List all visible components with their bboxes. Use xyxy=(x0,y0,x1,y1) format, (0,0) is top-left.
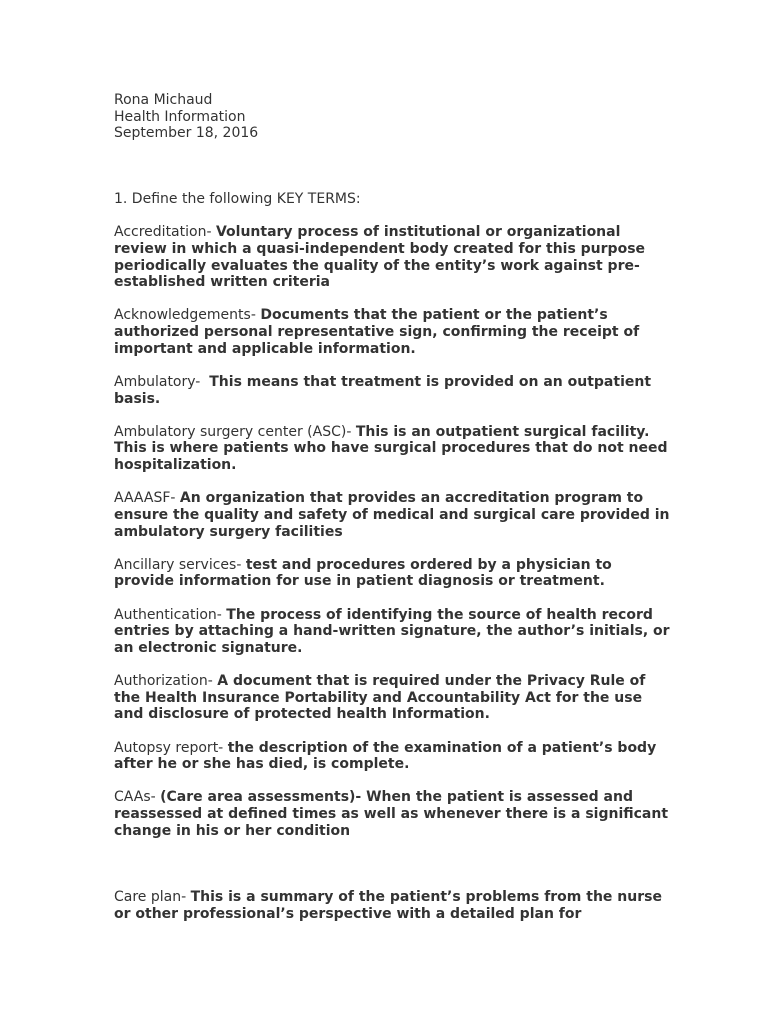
term-label: Care plan- xyxy=(114,889,191,906)
term-label: Autopsy report- xyxy=(114,739,228,756)
term-authentication xyxy=(114,607,674,657)
term-autopsy-report xyxy=(114,740,674,773)
term-label: Authorization- xyxy=(114,673,218,689)
term-definition: This is an outpatient surgical facility. This is where patients who have surgical procedures that do not need hospitalization. xyxy=(114,423,668,474)
term-ambulatory-surgery-center xyxy=(114,424,674,474)
term-label: CAAs- xyxy=(114,789,161,806)
term-definition: (Care area assessments)- When the patient is assessed and reassessed at defined times as well as whenever there is a significant change in his or her condition xyxy=(114,789,669,839)
document-header xyxy=(114,92,674,142)
term-care-plan xyxy=(114,889,674,922)
document-page xyxy=(114,92,674,923)
term-ambulatory xyxy=(114,374,674,407)
term-label: Ambulatory surgery center (ASC)- xyxy=(114,423,356,440)
term-definition: This means that treatment is provided on an outpatient basis. xyxy=(114,373,652,407)
term-label: Accreditation- xyxy=(114,224,216,241)
term-label: Ambulatory- xyxy=(114,373,210,390)
term-definition: test and procedures ordered by a physician to provide information for use in patient diagnosis or treatment. xyxy=(114,556,612,590)
term-accreditation xyxy=(114,224,674,291)
term-label: Authentication- xyxy=(114,606,227,623)
term-aaaasf xyxy=(114,490,674,540)
term-definition: Documents that the patient or the patient’s authorized personal representative sign, confirming the receipt of important and applicable information. xyxy=(114,307,640,357)
term-label: Ancillary services- xyxy=(114,556,246,573)
document-date: September 18, 2016 xyxy=(114,125,259,142)
term-caas xyxy=(114,789,674,839)
term-definition: An organization that provides an accreditation program to ensure the quality and safety of medical and surgical care provided in ambulatory surgery facilities xyxy=(114,490,670,540)
term-ancillary-services xyxy=(114,557,674,590)
course-name: Health Information xyxy=(114,108,246,125)
term-authorization xyxy=(114,673,674,723)
term-definition: This is a summary of the patient’s problems from the nurse or other professional’s perspective with a detailed plan for xyxy=(114,889,662,923)
term-definition: A document that is required under the Privacy Rule of the Health Insurance Portability and Accountability Act for the use and disclosure of protected health Information. xyxy=(114,673,646,723)
term-label: Acknowledgements- xyxy=(114,307,261,324)
term-definition: The process of identifying the source of health record entries by attaching a hand-written signature, the author’s initials, or an electronic signature. xyxy=(114,606,670,656)
author-name: Rona Michaud xyxy=(114,92,213,108)
question-heading: 1. Define the following KEY TERMS: xyxy=(114,191,361,208)
term-definition: Voluntary process of institutional or organizational review in which a quasi-independent body created for this purpose periodically evaluates the quality of the entity’s work against pre-established written criteria xyxy=(114,224,646,291)
term-acknowledgements xyxy=(114,307,674,357)
term-label: AAAASF- xyxy=(114,490,180,507)
term-definition: the description of the examination of a patient’s body after he or she has died, is complete. xyxy=(114,739,657,773)
